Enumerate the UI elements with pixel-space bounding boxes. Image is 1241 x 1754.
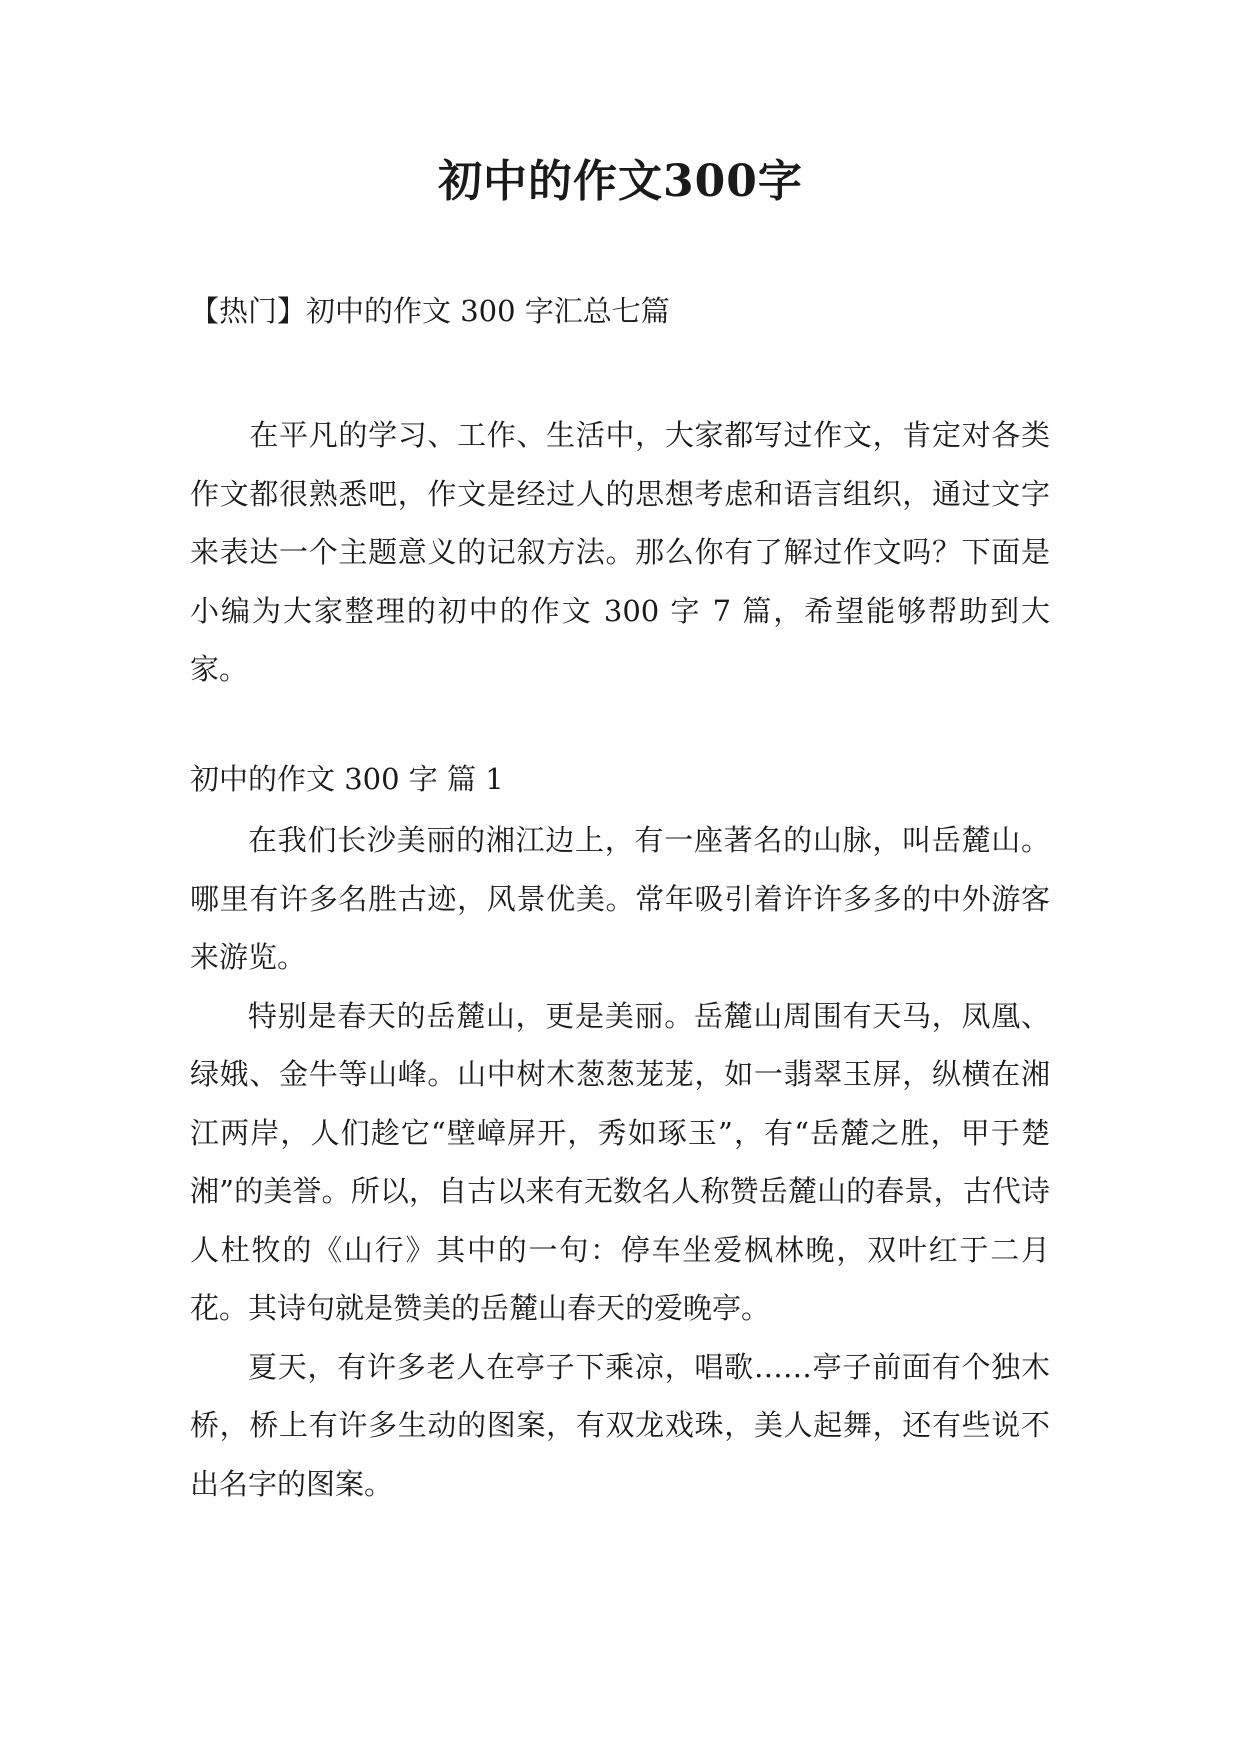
body-paragraph: 在我们长沙美丽的湘江边上，有一座著名的山脉，叫岳麓山。哪里有许多名胜古迹，风景优美。常年吸引着许许多多的中外游客来游览。 — [190, 823, 1050, 974]
document-subtitle: 【热门】初中的作文 300 字汇总七篇 — [190, 294, 670, 328]
body-paragraph: 特别是春天的岳麓山，更是美丽。岳麓山周围有天马，凤凰、绿娥、金牛等山峰。山中树木葱葱茏茏，如一翡翠玉屏，纵横在湘江两岸，人们趁它“壁嶂屏开，秀如琢玉”，有“岳麓之胜，甲于楚湘”的美誉。所以，自古以来有无数名人称赞岳麓山的春景，古代诗人杜牧的《山行》其中的一句：停车坐爱枫林晚，双叶红于二月花。其诗句就是赞美的岳麓山春天的爱晚亭。 — [190, 998, 1050, 1325]
body-paragraph: 夏天，有许多老人在亭子下乘凉，唱歌……亭子前面有个独木桥，桥上有许多生动的图案，有双龙戏珠，美人起舞，还有些说不出名字的图案。 — [190, 1349, 1050, 1501]
section-heading: 初中的作文 300 字 篇 1 — [190, 762, 504, 796]
section-body — [190, 811, 1050, 1513]
document-title: 初中的作文300字 — [438, 156, 803, 207]
intro-paragraph: 在平凡的学习、工作、生活中，大家都写过作文，肯定对各类作文都很熟悉吧，作文是经过人的思想考虑和语言组织，通过文字来表达一个主题意义的记叙方法。那么你有了解过作文吗？下面是小编为大家整理的初中的作文 300 字 7 篇，希望能够帮助到大家。 — [190, 418, 1050, 686]
